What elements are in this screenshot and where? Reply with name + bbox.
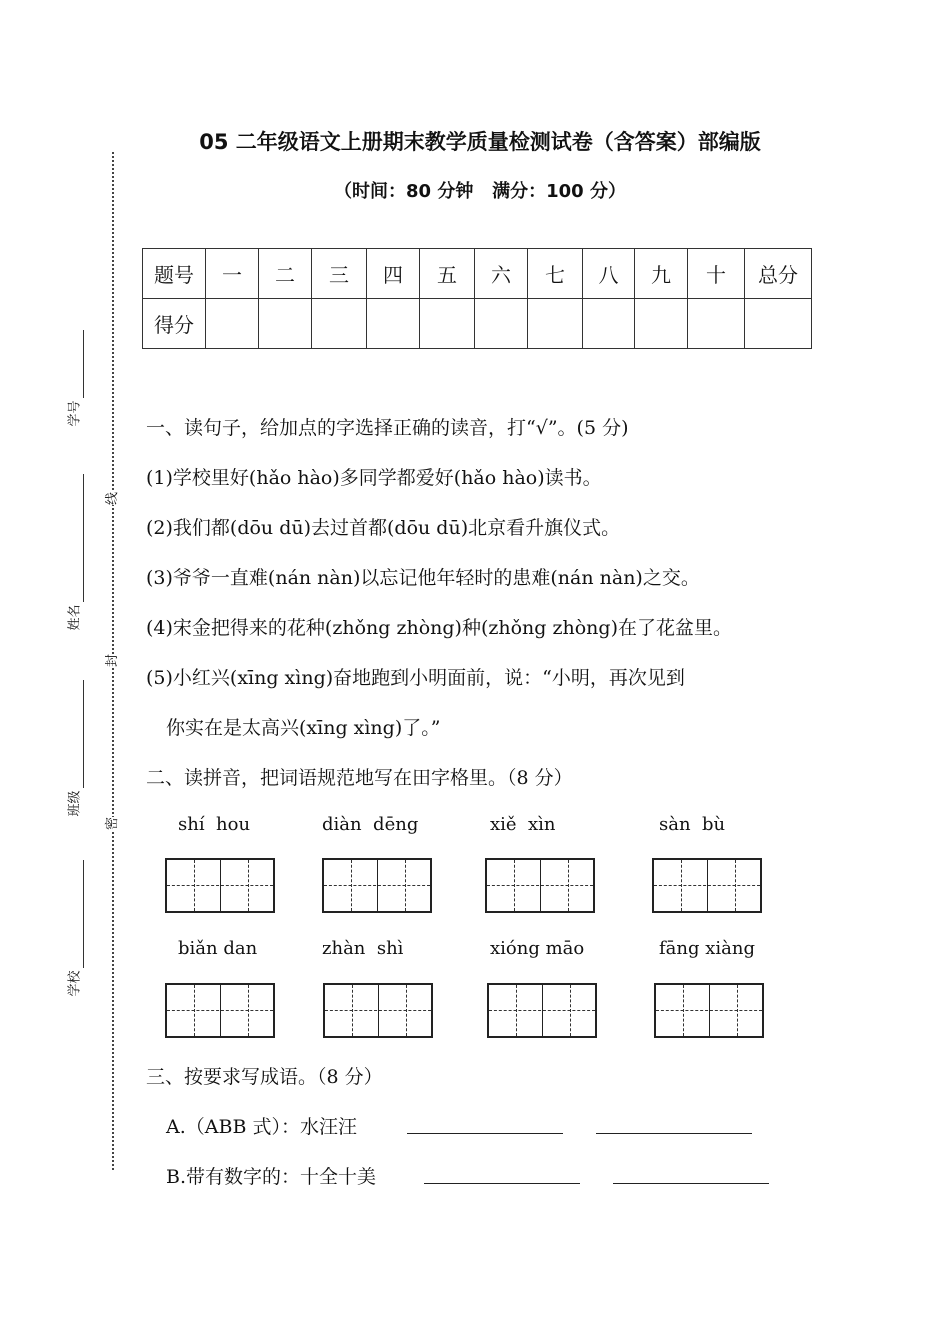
table-cell: 二 <box>259 249 312 299</box>
field-label: 学校 <box>67 970 83 997</box>
pinyin-label: xióng māo <box>490 938 585 959</box>
score-input-cell[interactable] <box>688 299 745 349</box>
tianzige-box[interactable] <box>323 983 433 1038</box>
question-item: (3)爷爷一直难(nán nàn)以忘记他年轻时的患难(nán nàn)之交。 <box>146 567 700 589</box>
tianzige-box[interactable] <box>487 983 597 1038</box>
table-cell: 得分 <box>143 299 206 349</box>
field-underline <box>83 860 84 968</box>
seal-char-secret: 密 <box>105 816 121 831</box>
page-title: 05 二年级语文上册期末教学质量检测试卷（含答案）部编版 <box>199 130 761 154</box>
section2-heading: 二、读拼音，把词语规范地写在田字格里。（8 分） <box>146 767 573 789</box>
tianzige-box[interactable] <box>652 858 762 913</box>
score-table <box>142 248 812 349</box>
tianzige-box[interactable] <box>165 983 275 1038</box>
section1-heading: 一、读句子，给加点的字选择正确的读音，打“√”。(5 分) <box>146 417 629 439</box>
question-item: (5)小红兴(xīng xìng)奋地跑到小明面前，说：“小明，再次见到 <box>146 667 685 689</box>
table-cell: 七 <box>528 249 583 299</box>
school-field[interactable] <box>68 860 88 1005</box>
tianzige-box[interactable] <box>165 858 275 913</box>
score-input-cell[interactable] <box>475 299 528 349</box>
seal-char-line: 线 <box>105 491 121 506</box>
field-underline <box>83 330 84 398</box>
pinyin-label: biǎn dan <box>178 938 258 959</box>
score-input-cell[interactable] <box>206 299 259 349</box>
pinyin-label: zhàn shì <box>322 938 404 959</box>
pinyin-label: fāng xiàng <box>659 938 755 959</box>
score-input-cell[interactable] <box>528 299 583 349</box>
class-field[interactable] <box>68 680 88 825</box>
answer-blank[interactable] <box>424 1183 580 1184</box>
answer-blank[interactable] <box>596 1133 752 1134</box>
student-id-field[interactable] <box>68 330 88 430</box>
pinyin-label: xiě xìn <box>490 814 556 835</box>
table-cell: 五 <box>420 249 475 299</box>
answer-blank[interactable] <box>613 1183 769 1184</box>
field-underline <box>83 474 84 602</box>
table-cell: 一 <box>206 249 259 299</box>
section3-heading: 三、按要求写成语。（8 分） <box>146 1066 383 1088</box>
idiom-item-b: B.带有数字的：十全十美 <box>166 1166 377 1188</box>
field-label: 学号 <box>67 400 83 427</box>
question-item: (1)学校里好(hǎo hào)多同学都爱好(hǎo hào)读书。 <box>146 467 602 489</box>
score-input-cell[interactable] <box>635 299 688 349</box>
field-underline <box>83 680 84 788</box>
field-label: 班级 <box>67 790 83 817</box>
question-item-continued: 你实在是太高兴(xīng xìng)了。” <box>166 717 441 739</box>
table-cell: 十 <box>688 249 745 299</box>
pinyin-label: sàn bù <box>659 814 726 835</box>
table-cell: 题号 <box>143 249 206 299</box>
table-cell: 九 <box>635 249 688 299</box>
field-label: 姓名 <box>67 604 83 631</box>
pinyin-label: diàn dēng <box>322 814 419 835</box>
score-input-cell[interactable] <box>312 299 367 349</box>
table-cell: 总分 <box>745 249 812 299</box>
tianzige-box[interactable] <box>654 983 764 1038</box>
table-cell: 三 <box>312 249 367 299</box>
seal-char-seal: 封 <box>105 653 121 668</box>
exam-subtitle: （时间：80 分钟 满分：100 分） <box>334 181 626 202</box>
pinyin-label: shí hou <box>178 814 251 835</box>
score-input-cell[interactable] <box>583 299 635 349</box>
score-input-cell[interactable] <box>259 299 312 349</box>
score-input-cell[interactable] <box>367 299 420 349</box>
name-field[interactable] <box>68 474 88 639</box>
score-input-cell[interactable] <box>745 299 812 349</box>
table-score-row <box>143 299 812 349</box>
table-header-row <box>143 249 812 299</box>
table-cell: 六 <box>475 249 528 299</box>
question-item: (2)我们都(dōu dū)去过首都(dōu dū)北京看升旗仪式。 <box>146 517 621 539</box>
answer-blank[interactable] <box>407 1133 563 1134</box>
score-input-cell[interactable] <box>420 299 475 349</box>
table-cell: 四 <box>367 249 420 299</box>
table-cell: 八 <box>583 249 635 299</box>
question-item: (4)宋金把得来的花种(zhǒng zhòng)种(zhǒng zhòng)在了花盆里。 <box>146 617 732 639</box>
tianzige-box[interactable] <box>322 858 432 913</box>
idiom-item-a: A.（ABB 式）：水汪汪 <box>166 1116 357 1138</box>
tianzige-box[interactable] <box>485 858 595 913</box>
